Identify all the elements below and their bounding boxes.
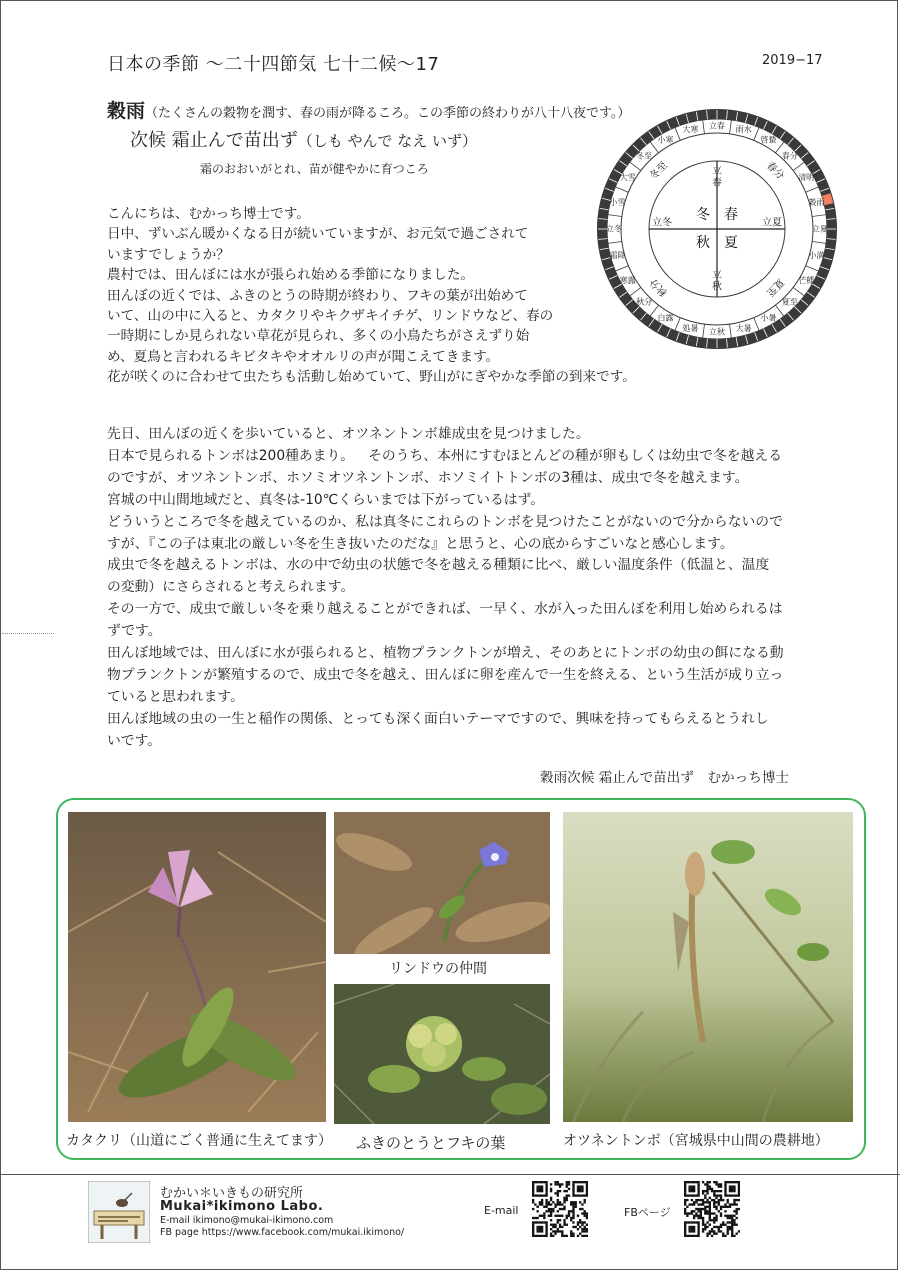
inner-term-label: 立	[712, 269, 722, 281]
fb-qr-code[interactable]	[684, 1181, 740, 1237]
intro-line: 花が咲くのに合わせて虫たちも活動し始めていて、野山がにぎやかな季節の到来です。	[107, 369, 636, 386]
outer-term-label: 大雪	[619, 173, 636, 182]
outer-term-label: 啓蟄	[760, 135, 777, 145]
outer-term-label: 冬至	[636, 151, 653, 161]
contact-info	[160, 1215, 404, 1239]
body-line: のですが、オツネントンボ、ホソミオツネントンボ、ホソミイトトンボの3種は、成虫で冬を越えます。	[107, 469, 749, 486]
org-name-en: Mukai*ikimono Labo.	[160, 1199, 324, 1214]
outer-term-label: 秋分	[636, 297, 653, 307]
inner-term-label: 立夏	[762, 217, 782, 229]
outer-term-label: 小寒	[657, 135, 674, 145]
fuki-caption: ふきのとうとフキの葉	[356, 1134, 506, 1152]
inner-term-label: 春	[712, 177, 722, 189]
outer-term-label: 清明	[798, 173, 815, 182]
outer-term-label: 穀雨	[808, 197, 825, 207]
rindou-photo	[334, 812, 550, 954]
outer-term-label: 雨水	[735, 125, 752, 135]
intro-line: こんにちは、むかっち博士です。	[107, 206, 310, 222]
body-line: いです。	[107, 732, 162, 749]
intro-line: いて、山の中に入ると、カタクリやキクザキイチゲ、リンドウなど、春の	[107, 308, 554, 325]
outer-term-label: 霜降	[609, 251, 626, 261]
katakuri-photo	[68, 812, 326, 1122]
body-line: 田んぼ地域では、田んぼに水が張られると、植物プランクトンが増え、そのあとにトンボの幼虫の餌になる動	[107, 645, 784, 662]
solar-terms-dial	[595, 107, 839, 351]
outer-term-label: 立春	[709, 121, 725, 131]
body-line: 成虫で冬を越えるトンボは、水の中で幼虫の状態で冬を越える種類に比べ、厳しい温度条件（低温と、温度	[107, 557, 770, 574]
outer-term-label: 大暑	[735, 323, 752, 333]
outer-term-label: 小満	[808, 251, 825, 261]
inner-term-label: 秋	[712, 281, 722, 293]
body-line	[107, 446, 842, 468]
body-line: ていると思われます。	[107, 688, 244, 705]
body-line: すが、『この子は東北の厳しい冬を生き抜いたのだな』と思うと、心の底からすごいなと感心します。	[107, 535, 734, 552]
katakuri-caption: カタクリ（山道にごく普通に生えてます）	[66, 1133, 332, 1149]
intro-line: 田んぼの近くでは、ふきのとうの時期が終わり、フキの葉が出始めて	[107, 287, 528, 304]
series-title: 日本の季節 〜二十四節気 七十二候〜17	[107, 54, 440, 75]
fold-mark	[2, 633, 54, 634]
body-line: その一方で、成虫で厳しい冬を乗り越えることができれば、一早く、水が入った田んぼを利用し始められるは	[107, 601, 783, 618]
season-note: （たくさんの穀物を潤す、春の雨が降るころ。この季節の終わりが八十八夜です。）	[145, 106, 631, 121]
otsunen-tombo-photo	[563, 812, 853, 1122]
fb-qr-label: FBページ	[624, 1206, 671, 1219]
signature: 穀雨次候 霜止んで苗出ず むかっち博士	[540, 770, 790, 786]
middle-term-label: 夏至	[764, 276, 786, 298]
outer-term-label: 立夏	[812, 224, 828, 234]
middle-term-label: 秋分	[648, 276, 670, 298]
season-name: 穀雨	[107, 100, 146, 122]
body-line: 田んぼ地域の虫の一生と稲作の関係、とっても深く面白いテーマですので、興味を持ってもらえるとうれし	[107, 710, 769, 727]
email-qr-code[interactable]	[532, 1181, 588, 1237]
intro-line: め、夏鳥と言われるキビタキやオオルリの声が聞こえてきます。	[107, 348, 500, 365]
kou-title	[130, 126, 477, 152]
outer-term-label: 大寒	[682, 125, 699, 135]
intro-line: 一時期にしか見られない草花が見られ、多くの小鳥たちがさえずり始	[107, 328, 530, 345]
body-line-part: 日本で見られるトンボは200種あまり。	[107, 447, 355, 464]
outer-term-label: 寒露	[619, 276, 636, 285]
outer-term-label: 白露	[657, 313, 674, 323]
season-character: 夏	[724, 235, 738, 251]
footer-divider	[0, 1174, 900, 1175]
outer-term-label: 春分	[781, 151, 798, 161]
intro-line: 農村では、田んぼには水が張られ始める季節になりました。	[107, 267, 475, 284]
intro-line: 日中、ずいぶん暖かくなる日が続いていますが、お元気で過ごされて	[107, 226, 529, 243]
season-character: 秋	[696, 235, 710, 251]
body-line: 物プランクトンが繁殖するので、成虫で冬を越え、田んぼに卵を産んで一生を終える、という生活が成り立っ	[107, 666, 784, 683]
outer-term-label: 処暑	[682, 323, 699, 333]
issue-number: 2019−17	[762, 53, 823, 68]
season-character: 春	[724, 207, 738, 223]
rindou-caption: リンドウの仲間	[389, 961, 487, 977]
body-line: 先日、田んぼの近くを歩いていると、オツネントンボ雄成虫を見つけました。	[107, 426, 590, 442]
inner-term-label: 立冬	[652, 217, 672, 229]
outer-term-label: 小暑	[760, 313, 777, 323]
lab-logo	[88, 1181, 150, 1243]
outer-term-label: 小雪	[609, 197, 626, 207]
intro-line: いますでしょうか？	[107, 246, 230, 263]
kou-name: 次候 霜止んで苗出ず	[130, 130, 298, 151]
fukinotou-photo	[334, 984, 550, 1124]
outer-term-label: 立秋	[709, 327, 725, 337]
outer-term-label: 夏至	[781, 297, 798, 307]
body-line: ずです。	[107, 623, 162, 640]
outer-term-label: 立冬	[606, 224, 622, 234]
body-paragraph	[107, 424, 842, 753]
middle-term-label: 冬至	[648, 160, 670, 182]
middle-term-label: 春分	[764, 160, 786, 182]
body-line: どういうところで冬を越えているのか、私は真冬にこれらのトンボを見つけたことがないので分からないので	[107, 513, 783, 530]
body-line: 宮城の中山間地域だと、真冬は-10℃くらいまでは下がっているはず。	[107, 491, 545, 508]
body-line: の変動）にさらされると考えられます。	[107, 579, 355, 596]
body-line-part: そのうち、本州にすむほとんどの種が卵もしくは幼虫で冬を越える	[368, 447, 782, 464]
kou-subtitle: 霜のおおいがとれ、苗が健やかに育つころ	[200, 162, 429, 176]
org-name-jp: むかい＊いきもの研究所	[160, 1186, 304, 1201]
fb-page-url[interactable]: FB page https://www.facebook.com/mukai.ikimono/	[160, 1227, 405, 1238]
kou-reading: （しも やんで なえ いず）	[297, 132, 478, 150]
season-line	[107, 96, 630, 123]
email-address[interactable]: E-mail ikimono@mukai-ikimono.com	[160, 1215, 334, 1226]
email-qr-label: E-mail	[484, 1204, 519, 1217]
season-character: 冬	[696, 207, 710, 223]
outer-term-label: 芒種	[798, 276, 815, 285]
otsunen-caption: オツネントンボ（宮城県中山間の農耕地）	[563, 1133, 829, 1149]
inner-term-label: 立	[712, 165, 722, 177]
